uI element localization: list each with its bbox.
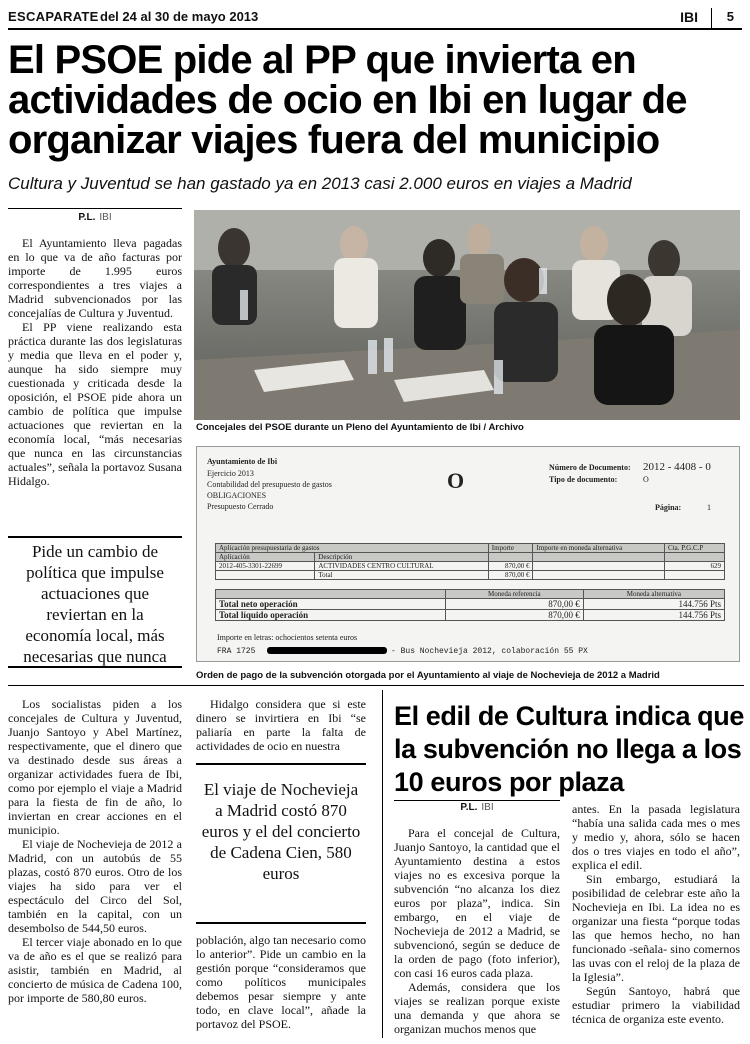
- doc-th: Moneda alternativa: [583, 590, 724, 599]
- doc-th: Aplicación presupuestaria de gastos: [216, 544, 489, 553]
- subheadline: Cultura y Juventud se han gastado ya en 2013 casi 2.000 euros en viajes a Madrid: [8, 174, 632, 193]
- doc-th: Aplicación: [216, 553, 315, 562]
- doc-cell: Total: [315, 571, 488, 580]
- paragraph: El viaje de Nochevieja de 2012 a Madrid, con un autobús de 55 plazas, costó 870 euros. Otro de los viajes ha sido para ver el espectáculo del Circo del Sol, también en la capital, con un desembolso de 544,50 euros.: [8, 837, 182, 935]
- paragraph: El PP viene realizando esta práctica durante las dos legislaturas y media que lleva en el poder y, aunque ha sido siempre muy cuestionada y criticada desde la oposición, el PSOE pide ahora un cambio de política que impulse actuaciones que reviertan en la economía local, “más necesarias que nunca en las circunstancias actuales”, señala la portavoz Susana Hidalgo.: [8, 320, 182, 488]
- byline: [8, 212, 182, 223]
- doc-table: [215, 543, 725, 580]
- doc-cell: 870,00 €: [488, 562, 533, 571]
- council-meeting-photo: [194, 210, 740, 420]
- byline-author: P.L.: [460, 802, 478, 813]
- doc-cell: 144.756 Pts: [583, 610, 724, 621]
- article-photo: [194, 210, 740, 420]
- photo-caption: Concejales del PSOE durante un Pleno del Ayuntamiento de Ibi / Archivo: [196, 422, 524, 433]
- pullquote-rule-top: [196, 763, 366, 765]
- byline: [394, 802, 560, 813]
- doc-cell: 2012-405-3301-22699: [216, 562, 315, 571]
- doc-th: Moneda referencia: [446, 590, 584, 599]
- doc-cell: Total neto operación: [216, 599, 446, 610]
- byline-location: IBI: [481, 802, 494, 813]
- middle-column-top: [196, 697, 366, 753]
- second-headline: El edil de Cultura indica que la subvención no llega a los 10 euros por plaza: [394, 701, 744, 797]
- pullquote-rule-bottom: [196, 922, 366, 924]
- section-name: ESCAPARATE: [8, 9, 99, 24]
- doc-line: Contabilidad del presupuesto de gastos: [207, 480, 332, 489]
- paragraph: Para el concejal de Cultura, Juanjo Santoyo, la cantidad que el Ayuntamiento destina a estos viajes no es excesiva porque la subvención “no alcanza los diez euros por plaza”, indica. Sin embargo, en el viaje de Nochevieja de 2012 a Madrid, se subvencionó, según se deduce de la orden de pago (foto inferior), con casi 16 euros cada plaza.: [394, 826, 560, 980]
- lower-left-column: [8, 697, 182, 1005]
- redaction-bar: [267, 647, 387, 654]
- column-rule: [8, 208, 182, 209]
- doc-year: Ejercicio 2013: [207, 469, 254, 478]
- paragraph: El Ayuntamiento lleva pagadas en lo que va de año facturas por importe de 1.995 euros correspondientes a tres viajes a Madrid subvencionados por las concejalías de Cultura y Juventud.: [8, 236, 182, 320]
- paragraph: Según Santoyo, habrá que estudiar primero la viabilidad técnica de organiza este evento.: [572, 984, 740, 1026]
- paragraph: El tercer viaje abonado en lo que va de año es el que se realizó para asistir, también en Madrid, al concierto de música de Cadena 100, por importe de 580,80 euros.: [8, 935, 182, 1005]
- doc-amount-words: Importe en letras: ochocientos setenta euros: [217, 633, 358, 642]
- headline: El PSOE pide al PP que invierta en actividades de ocio en Ibi en lugar de organizar viajes fuera del municipio: [8, 38, 687, 162]
- header-divider: [711, 8, 712, 28]
- doc-cell: 870,00 €: [446, 610, 584, 621]
- page-header: [8, 8, 742, 30]
- paragraph: antes. En la pasada legislatura “había una salida cada mes o mes y medio y, ahora, sólo se hacen dos o tres viajes en todo el año”, explica el edil.: [572, 802, 740, 872]
- doc-th: Descripción: [315, 553, 488, 562]
- pullquote-rule-top: [8, 536, 182, 538]
- doc-line: Presupuesto Cerrado: [207, 502, 274, 511]
- second-article-column-b: [572, 802, 740, 1026]
- section-divider: [8, 685, 744, 686]
- byline-author: P.L.: [78, 212, 96, 223]
- doc-line: OBLIGACIONES: [207, 491, 267, 500]
- issue-dates: del 24 al 30 de mayo 2013: [100, 9, 259, 24]
- page-number: 5: [726, 9, 734, 24]
- doc-cell: 870,00 €: [488, 571, 533, 580]
- doc-pages-label: Página:: [655, 503, 682, 512]
- byline-location: IBI: [99, 212, 112, 223]
- second-article-column-a: [394, 826, 560, 1036]
- doc-org: Ayuntamiento de Ibi: [207, 457, 278, 466]
- doc-type: O: [643, 475, 649, 484]
- town-name: IBI: [680, 9, 698, 25]
- doc-cell: ACTIVIDADES CENTRO CULTURAL: [315, 562, 488, 571]
- doc-invoice-desc: - Bus Nochevieja 2012, colaboración 55 PX: [391, 647, 588, 656]
- paragraph: Los socialistas piden a los concejales de Cultura y Juventud, Juanjo Santoyo y Abel Martínez, respectivamente, que el dinero que va destinado desde sus áreas a organizar actividades fuera de Ibi, como por ejemplo el viaje a Madrid para la fiesta de fin de año, lo inviertan en crear acciones en el municipio.: [8, 697, 182, 837]
- paragraph: Además, considera que los viajes se realizan porque existe una demanda y que ahora se organizan muchos menos que: [394, 980, 560, 1036]
- column-rule: [394, 800, 560, 801]
- paragraph: población, algo tan necesario como lo anterior”. Pide un cambio en la gestión porque “consideramos que como políticos municipales debemos pesar siempre y ante todo, en clave local”, añade la portavoz del PSOE.: [196, 933, 366, 1031]
- doc-type-label: Tipo de documento:: [549, 475, 618, 484]
- left-column-text: [8, 236, 182, 488]
- pullquote: El viaje de Nochevieja a Madrid costó 870 euros y el del concierto de Cadena Cien, 580 euros: [201, 780, 361, 883]
- doc-cell: 144.756 Pts: [583, 599, 724, 610]
- doc-number-label: Número de Documento:: [549, 463, 631, 472]
- article-divider: [382, 690, 383, 1038]
- pullquote: Pide un cambio de política que impulse actuaciones que reviertan en la economía local, más necesarias que nunca: [23, 542, 167, 666]
- doc-th: Cta. P.G.C.P: [665, 544, 725, 553]
- document-caption: Orden de pago de la subvención otorgada por el Ayuntamiento al viaje de Nochevieja de 2012 a Madrid: [196, 670, 660, 681]
- doc-cell: 629: [665, 562, 725, 571]
- paragraph: Sin embargo, estudiará la posibilidad de celebrar este año la Nochevieja en Ibi. La idea no es organizar una fiesta “porque todas las que hemos hecho, no han funcionado -señala- sino comernos las uvas con el reloj de la plaza de la Iglesia”.: [572, 872, 740, 984]
- doc-letter: O: [447, 468, 465, 493]
- pullquote-rule-bottom: [8, 666, 182, 668]
- doc-number: 2012 - 4408 - 0: [643, 461, 711, 473]
- doc-th: Importe en moneda alternativa: [533, 544, 665, 553]
- middle-column-bottom: [196, 933, 366, 1031]
- paragraph: Hidalgo considera que si este dinero se invirtiera en Ibi “se paliaría en parte la falta de actividades de ocio en nuestra: [196, 697, 366, 753]
- doc-cell: Total líquido operación: [216, 610, 446, 621]
- doc-invoice: FRA 1725: [217, 647, 256, 656]
- doc-cell: 870,00 €: [446, 599, 584, 610]
- payment-order-image: [196, 446, 740, 662]
- doc-totals: [215, 589, 725, 621]
- doc-pages: 1: [707, 503, 711, 512]
- doc-th: Importe: [488, 544, 533, 553]
